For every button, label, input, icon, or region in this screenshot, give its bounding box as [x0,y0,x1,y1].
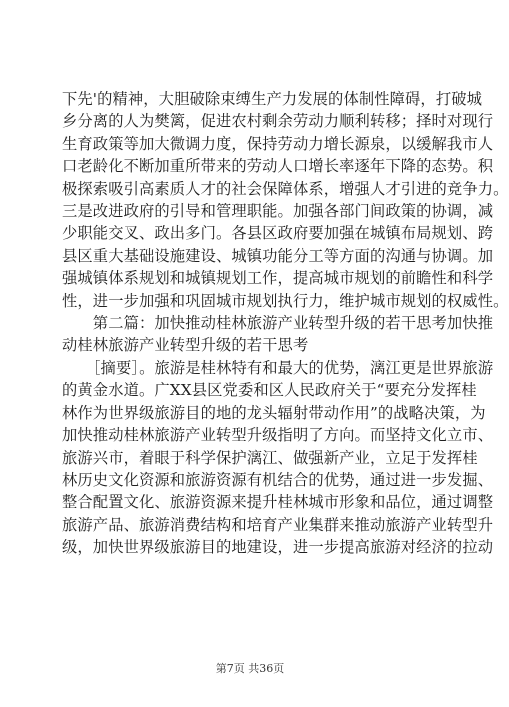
text-line: 性，进一步加强和巩固城市规划执行力，维护城市规划的权威性。 [62,291,509,310]
text-line: 林历史文化资源和旅游资源有机结合的优势，通过进一步发掘、 [62,470,494,489]
text-line: 旅游产品、旅游消费结构和培育产业集群来推动旅游产业转型升 [62,515,494,534]
text-line: 加快推动桂林旅游产业转型升级指明了方向。而坚持文化立市、 [62,426,494,445]
text-line: 旅游兴市，着眼于科学保护漓江、做强新产业，立足于发挥桂 [62,448,478,467]
text-line: 县区重大基础设施建设、城镇功能分工等方面的沟通与协调。加 [62,246,494,265]
text-line: 林作为世界级旅游目的地的龙头辐射带动作用”的战略决策，为 [62,403,486,422]
text-line: 少职能交叉、政出多门。各县区政府要加强在城镇布局规划、跨 [62,224,494,243]
text-line: 下先'的精神，大胆破除束缚生产力发展的体制性障碍，打破城 [62,90,483,108]
text-line: 三是改进政府的引导和管理职能。加强各部门间政策的协调，减 [62,202,494,221]
text-line: 生育政策等加大微调力度，保持劳动力增长源泉，以缓解我市人 [62,134,494,153]
text-line: 乡分离的人为樊篱，促进农村剩余劳动力顺利转移；择时对现行 [62,112,494,131]
text-line: 强城镇体系规划和城镇规划工作，提高城市规划的前瞻性和科学 [62,269,494,288]
text-line: 口老龄化不断加重所带来的劳动人口增长率逐年下降的态势。积 [62,157,494,176]
section-heading-line: 第二篇：加快推动桂林旅游产业转型升级的若干思考加快推 [62,314,494,333]
text-line: 整合配置文化、旅游资源来提升桂林城市形象和品位，通过调整 [62,493,494,512]
page-number-footer: 第7页 共36页 [215,662,285,675]
body-text [62,88,509,559]
text-line: 的黄金水道。广XX县区党委和区人民政府关于“要充分发挥桂 [62,381,477,400]
abstract-line: ［摘要］。旅游是桂林特有和最大的优势，漓江更是世界旅游 [62,358,494,377]
text-line: 极探索吸引高素质人才的社会保障体系，增强人才引进的竞争力。 [62,179,509,198]
section-heading-line: 动桂林旅游产业转型升级的若干思考 [62,336,309,355]
text-line: 级，加快世界级旅游目的地建设，进一步提高旅游对经济的拉动 [62,538,494,557]
